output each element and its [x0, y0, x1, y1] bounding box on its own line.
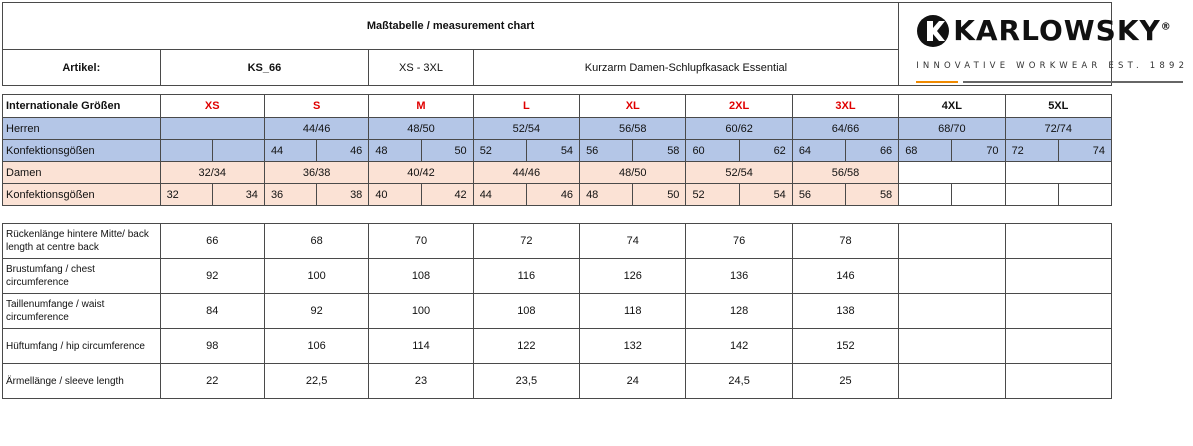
logo-accent-line	[916, 81, 958, 83]
size-header: 4XL	[899, 95, 1005, 118]
spacer-cell	[317, 86, 369, 95]
measurement-value: 23,5	[473, 364, 579, 399]
measurement-value: 70	[369, 224, 473, 259]
damen-konf-value: 48	[580, 184, 633, 206]
spacer-cell	[212, 206, 264, 224]
herren-konf-value: 74	[1058, 140, 1111, 162]
measurement-value: 76	[686, 224, 792, 259]
measurement-value: 108	[473, 294, 579, 329]
herren-konf-value: 64	[792, 140, 845, 162]
article-description: Kurzarm Damen-Schlupfkasack Essential	[473, 50, 899, 86]
measurement-value: 74	[580, 224, 686, 259]
measurement-value	[899, 224, 1005, 259]
measurement-label: Taillenumfange / waist circumference	[3, 294, 161, 329]
spacer-cell	[792, 206, 845, 224]
measurement-value: 108	[369, 259, 473, 294]
spacer-cell	[3, 86, 161, 95]
measurement-label: Ärmellänge / sleeve length	[3, 364, 161, 399]
spacer-cell	[846, 206, 899, 224]
damen-size: 52/54	[686, 162, 792, 184]
herren-konf-value	[160, 140, 212, 162]
spacer-cell	[686, 206, 739, 224]
measurement-value: 98	[160, 329, 264, 364]
measurement-value: 128	[686, 294, 792, 329]
measurement-value: 66	[160, 224, 264, 259]
damen-konf-value: 36	[264, 184, 316, 206]
spacer-cell	[264, 206, 316, 224]
damen-konf-value	[952, 184, 1005, 206]
spacer-cell	[369, 86, 421, 95]
herren-konf-value: 66	[846, 140, 899, 162]
damen-konf-value	[1005, 184, 1058, 206]
measurement-value: 138	[792, 294, 898, 329]
herren-size: 44/46	[264, 118, 368, 140]
herren-konf-value	[212, 140, 264, 162]
measurement-value: 22	[160, 364, 264, 399]
brand-tagline: INNOVATIVE WORKWEAR EST. 1892	[916, 61, 1189, 71]
artikel-code: KS_66	[160, 50, 369, 86]
herren-size: 56/58	[580, 118, 686, 140]
spacer-cell	[846, 86, 899, 95]
measurement-value: 126	[580, 259, 686, 294]
damen-size: 48/50	[580, 162, 686, 184]
herren-konf-value: 62	[739, 140, 792, 162]
spacer-cell	[686, 86, 739, 95]
spacer-cell	[317, 206, 369, 224]
damen-konf-value: 46	[526, 184, 579, 206]
measurement-value	[899, 294, 1005, 329]
size-header: 5XL	[1005, 95, 1111, 118]
spacer-cell	[739, 206, 792, 224]
damen-size: 44/46	[473, 162, 579, 184]
measurement-value: 78	[792, 224, 898, 259]
measurement-value: 25	[792, 364, 898, 399]
damen-konf-label: Konfektionsgößen	[3, 184, 161, 206]
measurement-value: 116	[473, 259, 579, 294]
spacer-cell	[952, 206, 1005, 224]
damen-konf-value: 38	[317, 184, 369, 206]
measurement-label: Hüftumfang / hip circumference	[3, 329, 161, 364]
spacer-cell	[264, 86, 316, 95]
measurement-value: 92	[264, 294, 368, 329]
herren-size: 52/54	[473, 118, 579, 140]
measurement-value: 142	[686, 329, 792, 364]
measurement-value: 84	[160, 294, 264, 329]
size-range: XS - 3XL	[369, 50, 473, 86]
herren-konf-value: 54	[526, 140, 579, 162]
herren-size	[160, 118, 264, 140]
measurement-value: 114	[369, 329, 473, 364]
measurement-value	[1005, 259, 1111, 294]
herren-konf-value: 58	[633, 140, 686, 162]
measurement-value: 68	[264, 224, 368, 259]
measurement-table	[2, 2, 1189, 399]
herren-size: 68/70	[899, 118, 1005, 140]
spacer-cell	[1058, 206, 1111, 224]
spacer-cell	[369, 206, 421, 224]
damen-konf-value: 32	[160, 184, 212, 206]
measurement-value	[899, 364, 1005, 399]
artikel-label: Artikel:	[3, 50, 161, 86]
measurement-value: 24,5	[686, 364, 792, 399]
spacer-cell	[899, 206, 952, 224]
measurement-value	[1005, 294, 1111, 329]
size-header: XS	[160, 95, 264, 118]
damen-konf-value: 50	[633, 184, 686, 206]
spacer-cell	[633, 206, 686, 224]
spacer-cell	[160, 86, 212, 95]
herren-konf-value: 68	[899, 140, 952, 162]
spacer-cell	[212, 86, 264, 95]
measurement-value: 23	[369, 364, 473, 399]
herren-konf-value: 52	[473, 140, 526, 162]
measurement-value: 152	[792, 329, 898, 364]
spacer-cell	[739, 86, 792, 95]
measurement-value: 136	[686, 259, 792, 294]
spacer-cell	[473, 206, 526, 224]
herren-konf-label: Konfektionsgößen	[3, 140, 161, 162]
herren-konf-value: 60	[686, 140, 739, 162]
spacer-cell	[633, 86, 686, 95]
karlowsky-emblem-icon	[916, 14, 950, 48]
measurement-value: 132	[580, 329, 686, 364]
damen-konf-value: 40	[369, 184, 421, 206]
spacer-cell	[1005, 206, 1058, 224]
size-header: 3XL	[792, 95, 898, 118]
chart-title: Maßtabelle / measurement chart	[3, 3, 899, 50]
measurement-value: 118	[580, 294, 686, 329]
measurement-value	[1005, 364, 1111, 399]
brand-logo	[899, 3, 1189, 86]
measurement-label: Rückenlänge hintere Mitte/ back length at centre back	[3, 224, 161, 259]
measurement-value: 100	[369, 294, 473, 329]
measurement-label: Brustumfang / chest circumference	[3, 259, 161, 294]
spacer-cell	[526, 86, 579, 95]
measurement-value: 24	[580, 364, 686, 399]
sizes-label: Internationale Größen	[3, 95, 161, 118]
size-header: XL	[580, 95, 686, 118]
herren-size: 72/74	[1005, 118, 1111, 140]
spacer-cell	[526, 206, 579, 224]
spacer-cell	[792, 86, 845, 95]
measurement-value: 92	[160, 259, 264, 294]
spacer-cell	[160, 206, 212, 224]
logo-divider-line	[963, 81, 1183, 83]
herren-konf-value: 44	[264, 140, 316, 162]
size-header: M	[369, 95, 473, 118]
damen-konf-value: 54	[739, 184, 792, 206]
measurement-value	[1005, 224, 1111, 259]
spacer-cell	[580, 86, 633, 95]
herren-size: 64/66	[792, 118, 898, 140]
herren-label: Herren	[3, 118, 161, 140]
damen-konf-value	[1058, 184, 1111, 206]
damen-konf-value	[899, 184, 952, 206]
herren-konf-value: 46	[317, 140, 369, 162]
measurement-value: 22,5	[264, 364, 368, 399]
herren-konf-value: 56	[580, 140, 633, 162]
damen-size: 36/38	[264, 162, 368, 184]
measurement-value	[1005, 329, 1111, 364]
measurement-value: 146	[792, 259, 898, 294]
damen-konf-value: 52	[686, 184, 739, 206]
spacer-cell	[580, 206, 633, 224]
damen-size: 32/34	[160, 162, 264, 184]
measurement-value: 100	[264, 259, 368, 294]
damen-size	[1005, 162, 1111, 184]
damen-konf-value: 42	[421, 184, 473, 206]
spacer-cell	[3, 206, 161, 224]
measurement-value	[899, 329, 1005, 364]
spacer-cell	[421, 86, 473, 95]
size-header: 2XL	[686, 95, 792, 118]
damen-konf-value: 58	[846, 184, 899, 206]
damen-label: Damen	[3, 162, 161, 184]
measurement-value: 72	[473, 224, 579, 259]
herren-size: 48/50	[369, 118, 473, 140]
herren-konf-value: 50	[421, 140, 473, 162]
size-header: L	[473, 95, 579, 118]
spacer-cell	[473, 86, 526, 95]
herren-size: 60/62	[686, 118, 792, 140]
herren-konf-value: 70	[952, 140, 1005, 162]
herren-konf-value: 72	[1005, 140, 1058, 162]
damen-konf-value: 44	[473, 184, 526, 206]
spacer-cell	[421, 206, 473, 224]
measurement-value	[899, 259, 1005, 294]
damen-size: 40/42	[369, 162, 473, 184]
damen-size	[899, 162, 1005, 184]
brand-name: KARLOWSKY®	[953, 14, 1172, 47]
size-header: S	[264, 95, 368, 118]
damen-konf-value: 56	[792, 184, 845, 206]
damen-konf-value: 34	[212, 184, 264, 206]
herren-konf-value: 48	[369, 140, 421, 162]
measurement-value: 106	[264, 329, 368, 364]
measurement-value: 122	[473, 329, 579, 364]
damen-size: 56/58	[792, 162, 898, 184]
